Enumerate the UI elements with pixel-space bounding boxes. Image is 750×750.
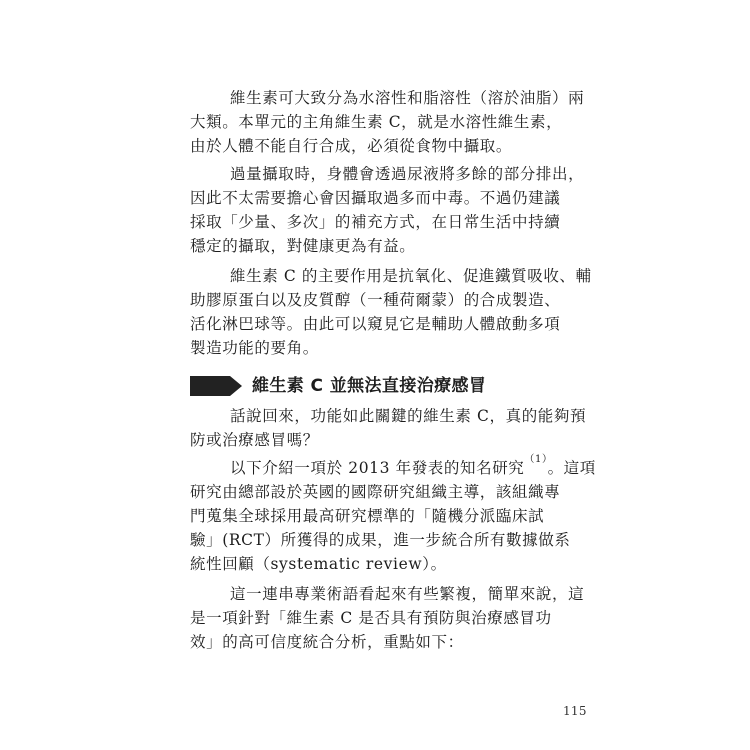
text-line	[190, 453, 596, 480]
footnote-marker: （1）	[524, 453, 548, 465]
text-line: 過量攝取時，身體會透過尿液將多餘的部分排出，	[230, 165, 585, 183]
text-line: 是一項針對「維生素 C 是否具有預防與治療感冒功	[190, 609, 552, 627]
paragraph-question	[190, 404, 587, 452]
text-line: 維生素 C 的主要作用是抗氧化、促進鐵質吸收、輔	[230, 267, 592, 285]
text-line: 製造功能的要角。	[190, 339, 319, 357]
text-line: 助膠原蛋白以及皮質醇（一種荷爾蒙）的合成製造、	[190, 291, 561, 309]
section-heading	[190, 372, 486, 400]
text-line: 這一連串專業術語看起來有些繁複，簡單來說，這	[230, 585, 585, 603]
text-line: 驗」(RCT）所獲得的成果，進一步統合所有數據做系	[190, 531, 571, 549]
text-line: 穩定的攝取，對健康更為有益。	[190, 237, 416, 255]
paragraph-vitamin-c-functions	[190, 264, 592, 360]
paragraph-water-fat-soluble	[190, 86, 585, 158]
text-line: 活化淋巴球等。由此可以窺見它是輔助人體啟動多項	[190, 315, 561, 333]
text-line: 採取「少量、多次」的補充方式，在日常生活中持續	[190, 213, 561, 231]
text-line: 門蒐集全球採用最高研究標準的「隨機分派臨床試	[190, 507, 545, 525]
text-line: 研究由總部設於英國的國際研究組織主導，該組織專	[190, 483, 561, 501]
text-line: 大類。本單元的主角維生素 C，就是水溶性維生素，	[190, 113, 563, 131]
page-number: 115	[563, 704, 587, 718]
paragraph-excess-intake	[190, 162, 585, 258]
paragraph-study-intro	[190, 453, 596, 576]
text-line: 由於人體不能自行合成，必須從食物中攝取。	[190, 137, 513, 155]
text-line: 防或治療感冒嗎？	[190, 431, 319, 449]
text-line: 維生素可大致分為水溶性和脂溶性（溶於油脂）兩	[230, 89, 585, 107]
text-fragment: 以下介紹一項於 2013 年發表的知名研究	[230, 459, 525, 477]
section-heading-text: 維生素 C 並無法直接治療感冒	[252, 376, 487, 396]
text-fragment: 。這項	[547, 459, 596, 477]
paragraph-summary	[190, 582, 585, 654]
text-line: 統性回顧（systematic review）。	[190, 555, 447, 573]
arrow-tab-icon	[190, 376, 242, 396]
text-line: 效」的高可信度統合分析，重點如下：	[190, 633, 464, 651]
text-line: 話說回來，功能如此關鍵的維生素 C，真的能夠預	[230, 407, 587, 425]
text-line: 因此不太需要擔心會因攝取過多而中毒。不過仍建議	[190, 189, 561, 207]
